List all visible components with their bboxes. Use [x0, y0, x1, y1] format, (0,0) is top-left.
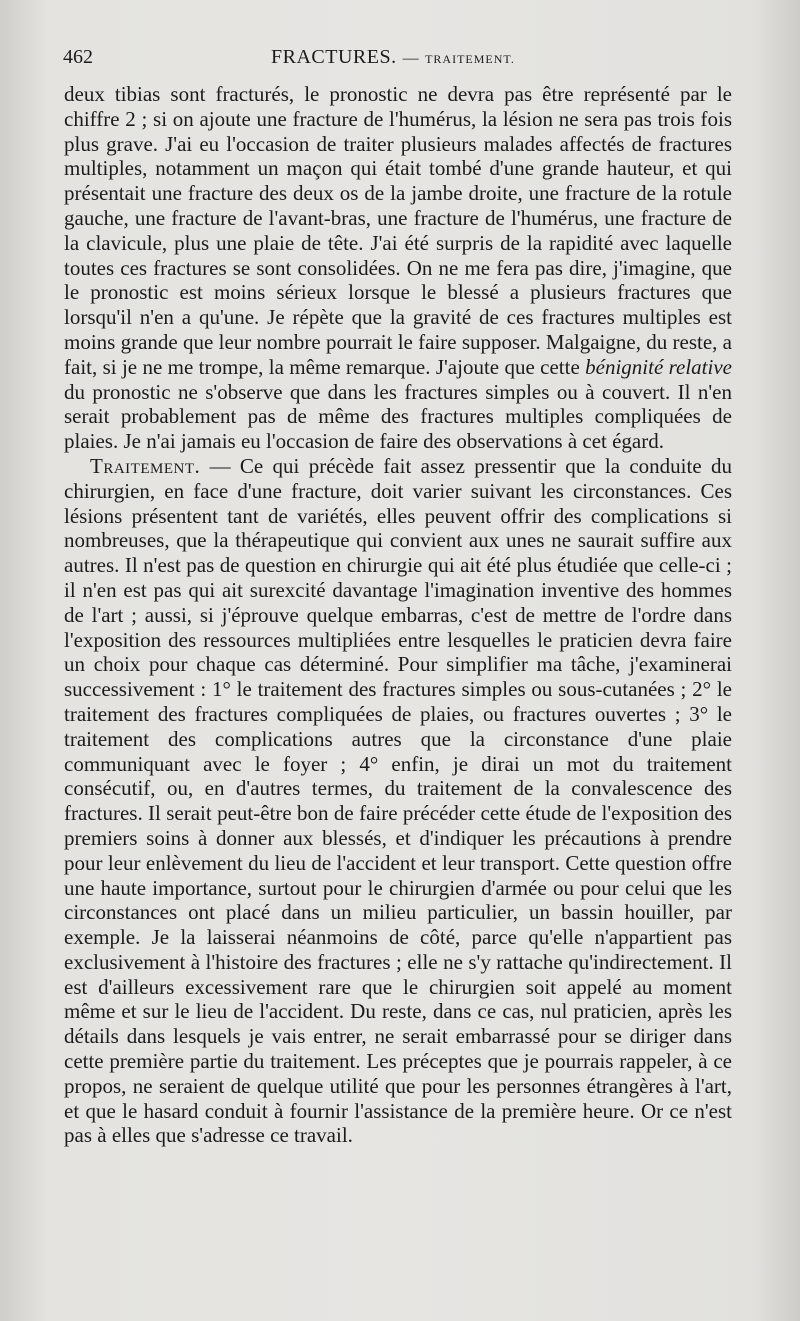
running-title [271, 46, 515, 69]
paragraph-continued [64, 82, 732, 454]
running-title-main: FRACTURES. [271, 46, 397, 68]
paragraph-1-text-b: du pronostic ne s'observe que dans les fractures simples ou à couvert. Il n'en serait probablement pas de même des fractures multiples compliquées de plaies. Je n'ai jamais eu l'occasion de faire des observations à cet égard. [64, 379, 732, 454]
italic-phrase: bénignité relative [585, 354, 732, 379]
section-heading-traitement: Traitement. [90, 453, 201, 478]
paragraph-traitement [64, 454, 732, 1148]
running-title-separator: — [402, 50, 420, 67]
paragraph-1-text-a: deux tibias sont fracturés, le pronostic ne devra pas être représenté par le chiffre 2 ; si on ajoute une fracture de l'humérus, la lésion ne sera pas trois fois plus grave. J'ai eu l'occasion de traiter plusieurs malades affectés de fractures multiples, notamment un maçon qui était tombé d'une grande hauteur, et qui présentait une fracture des deux os de la jambe droite, une fracture de la rotule gauche, une fracture de l'avant-bras, une fracture de l'humérus, une fracture de la clavicule, plus une plaie de tête. J'ai été surpris de la rapidité avec laquelle toutes ces fractures se sont consolidées. On ne me fera pas dire, j'imagine, que le pronostic est moins sérieux lorsque le blessé a plusieurs fractures que lorsqu'il n'en a qu'une. Je répète que la gravité de ces fractures multiples est moins grande que leur nombre pourrait le faire supposer. Malgaigne, du reste, a fait, si je ne me trompe, la même remarque. J'ajoute que cette [64, 82, 732, 379]
paragraph-2-text: — Ce qui précède fait assez pressentir que la conduite du chirurgien, en face d'une fracture, doit varier suivant les circonstances. Ces lésions présentent tant de variétés, elles peuvent offrir des complications si nombreuses, que la thérapeutique qui convient aux unes ne saurait suffire aux autres. Il n'est pas de question en chirurgie qui ait été plus étudiée que celle-ci ; il n'en est pas qui ait surexcité davantage l'imagination inventive des hommes de l'art ; aussi, si j'éprouve quelque embarras, c'est de mettre de l'ordre dans l'exposition des ressources multipliées entre lesquelles le praticien devra faire un choix pour chaque cas déterminé. Pour simplifier ma tâche, j'examinerai successivement : 1° le traitement des fractures simples ou sous-cutanées ; 2° le traitement des fractures compliquées de plaies, ou fractures ouvertes ; 3° le traitement des complications autres que la circonstance d'une plaie communiquant avec le foyer ; 4° enfin, je dirai un mot du traitement consécutif, ou, en d'autres termes, du traitement de la convalescence des fractures. Il serait peut-être bon de faire précéder cette étude de l'exposition des premiers soins à donner aux blessés, et d'indiquer les précautions à prendre pour leur enlèvement du lieu de l'accident et leur transport. Cette question offre une haute importance, surtout pour le chirurgien d'armée ou pour celui que les circonstances ont placé dans un milieu particulier, un bassin houiller, par exemple. Je la laisserai néanmoins de côté, parce qu'elle n'appartient pas exclusivement à l'histoire des fractures ; elle ne s'y rattache qu'indirectement. Il est d'ailleurs excessivement rare que le chirurgien soit appelé au moment même et sur le lieu de l'accident. Du reste, dans ce cas, nul praticien, après les détails dans lesquels je vais entrer, ne serait embarrassé pour se diriger dans cette première partie du traitement. Les préceptes que je pourrais rappeler, à ce propos, ne seraient de quelque utilité que pour les personnes étrangères à l'art, et que le hasard conduit à fournir l'assistance de la première heure. Or ce n'est pas à elles que s'adresse ce travail. [64, 453, 732, 1148]
page-number: 462 [63, 46, 93, 68]
page-header [63, 46, 738, 76]
running-title-sub: TRAITEMENT. [425, 52, 515, 66]
body-text [64, 82, 732, 1148]
